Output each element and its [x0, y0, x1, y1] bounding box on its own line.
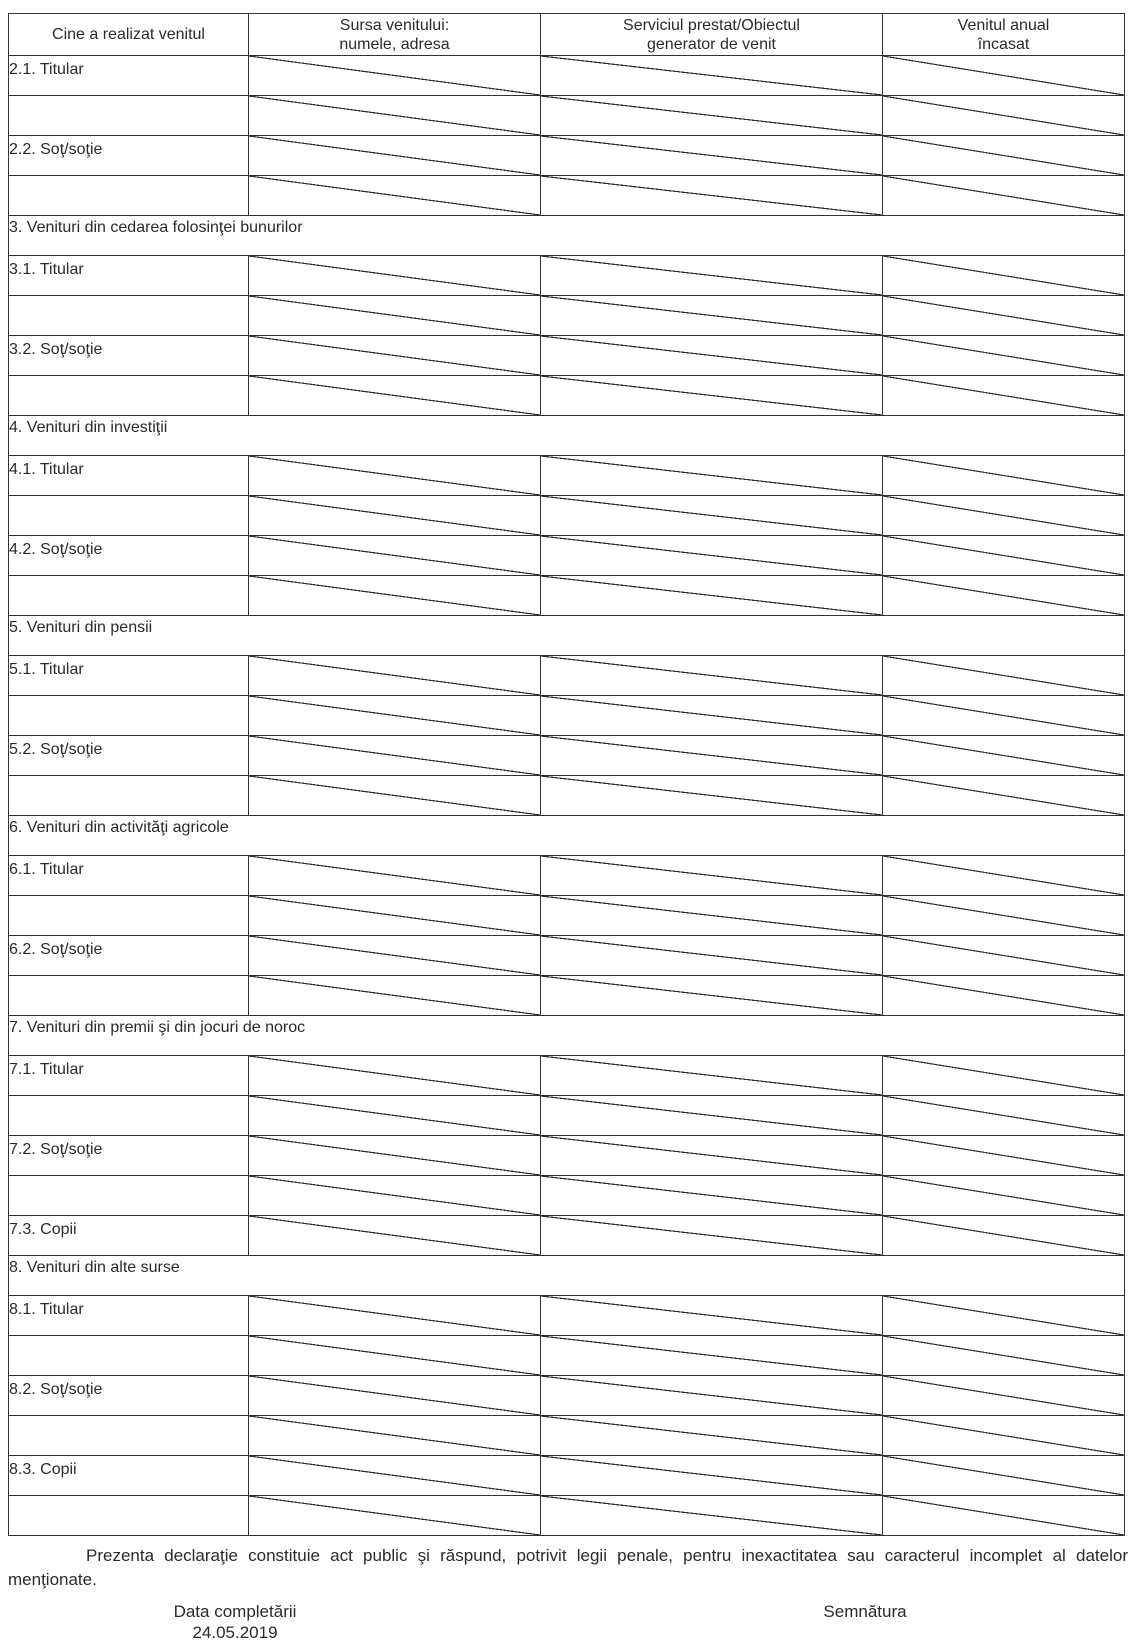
income-cell: [883, 1216, 1125, 1256]
service-cell: [541, 1056, 883, 1096]
service-cell: [541, 976, 883, 1016]
section-row: [9, 616, 1125, 656]
income-cell: [883, 296, 1125, 336]
source-cell: [249, 1336, 541, 1376]
income-cell: [883, 336, 1125, 376]
income-cell: [883, 1376, 1125, 1416]
row-label: [9, 776, 249, 816]
income-cell: [883, 656, 1125, 696]
source-cell: [249, 976, 541, 1016]
income-cell: [883, 776, 1125, 816]
row-label: [9, 296, 249, 336]
service-cell: [541, 1376, 883, 1416]
service-cell: [541, 56, 883, 96]
service-cell: [541, 96, 883, 136]
source-cell: [249, 856, 541, 896]
table-row: [9, 96, 1125, 136]
section-title: 7. Venituri din premii şi din jocuri de noroc: [9, 1016, 1125, 1056]
source-cell: [249, 136, 541, 176]
table-row: [9, 536, 1125, 576]
income-cell: [883, 256, 1125, 296]
source-cell: [249, 1176, 541, 1216]
table-row: [9, 976, 1125, 1016]
source-cell: [249, 1416, 541, 1456]
income-cell: [883, 856, 1125, 896]
row-label: [9, 1496, 249, 1536]
table-row: [9, 576, 1125, 616]
declaration-text: Prezenta declaraţie constituie act public şi răspund, potrivit legii penale, pentru inexactitatea sau caracterul incomplet al datelor menţionate.: [8, 1546, 1128, 1589]
income-cell: [883, 1096, 1125, 1136]
income-cell: [883, 1416, 1125, 1456]
source-cell: [249, 376, 541, 416]
table-row: [9, 336, 1125, 376]
signature-label: Semnătura: [823, 1602, 907, 1621]
service-cell: [541, 296, 883, 336]
source-cell: [249, 936, 541, 976]
service-cell: [541, 1096, 883, 1136]
section-row: [9, 1256, 1125, 1296]
source-cell: [249, 296, 541, 336]
source-cell: [249, 456, 541, 496]
row-label: 4.1. Titular: [9, 456, 249, 496]
row-label: [9, 976, 249, 1016]
income-cell: [883, 496, 1125, 536]
service-cell: [541, 936, 883, 976]
row-label: 7.1. Titular: [9, 1056, 249, 1096]
table-row: [9, 1096, 1125, 1136]
source-cell: [249, 536, 541, 576]
row-label: 6.2. Soţ/soţie: [9, 936, 249, 976]
table-row: [9, 896, 1125, 936]
table-row: [9, 1456, 1125, 1496]
income-cell: [883, 136, 1125, 176]
table-row: [9, 1216, 1125, 1256]
row-label: [9, 696, 249, 736]
row-label: 4.2. Soţ/soţie: [9, 536, 249, 576]
income-cell: [883, 896, 1125, 936]
section-title: 6. Venituri din activităţi agricole: [9, 816, 1125, 856]
income-cell: [883, 1176, 1125, 1216]
date-value: 24.05.2019: [192, 1623, 278, 1642]
income-cell: [883, 696, 1125, 736]
section-title: 5. Venituri din pensii: [9, 616, 1125, 656]
source-cell: [249, 736, 541, 776]
service-cell: [541, 656, 883, 696]
table-row: [9, 136, 1125, 176]
income-cell: [883, 56, 1125, 96]
service-cell: [541, 696, 883, 736]
service-cell: [541, 1496, 883, 1536]
table-row: [9, 456, 1125, 496]
header-annual-income: Venitul anual încasat: [883, 14, 1125, 56]
section-row: [9, 1016, 1125, 1056]
row-label: 2.1. Titular: [9, 56, 249, 96]
income-cell: [883, 1456, 1125, 1496]
row-label: 3.2. Soţ/soţie: [9, 336, 249, 376]
service-cell: [541, 136, 883, 176]
table-row: [9, 1176, 1125, 1216]
source-cell: [249, 1096, 541, 1136]
row-label: [9, 576, 249, 616]
table-row: [9, 296, 1125, 336]
section-row: [9, 416, 1125, 456]
table-row: [9, 1296, 1125, 1336]
service-cell: [541, 456, 883, 496]
source-cell: [249, 56, 541, 96]
table-row: [9, 696, 1125, 736]
service-cell: [541, 176, 883, 216]
source-cell: [249, 776, 541, 816]
source-cell: [249, 1496, 541, 1536]
table-row: [9, 736, 1125, 776]
row-label: 6.1. Titular: [9, 856, 249, 896]
table-row: [9, 176, 1125, 216]
source-cell: [249, 256, 541, 296]
source-cell: [249, 1456, 541, 1496]
table-row: [9, 1376, 1125, 1416]
service-cell: [541, 256, 883, 296]
table-row: [9, 496, 1125, 536]
header-row: [9, 14, 1125, 56]
service-cell: [541, 856, 883, 896]
row-label: 8.1. Titular: [9, 1296, 249, 1336]
source-cell: [249, 896, 541, 936]
row-label: 3.1. Titular: [9, 256, 249, 296]
service-cell: [541, 1336, 883, 1376]
row-label: 2.2. Soţ/soţie: [9, 136, 249, 176]
source-cell: [249, 1216, 541, 1256]
table-row: [9, 1496, 1125, 1536]
income-cell: [883, 1336, 1125, 1376]
table-row: [9, 936, 1125, 976]
income-cell: [883, 1136, 1125, 1176]
income-cell: [883, 1496, 1125, 1536]
table-row: [9, 776, 1125, 816]
section-title: 8. Venituri din alte surse: [9, 1256, 1125, 1296]
row-label: 5.2. Soţ/soţie: [9, 736, 249, 776]
date-label: Data completării: [173, 1602, 297, 1621]
row-label: 8.3. Copii: [9, 1456, 249, 1496]
table-row: [9, 256, 1125, 296]
service-cell: [541, 1456, 883, 1496]
source-cell: [249, 96, 541, 136]
table-row: [9, 1336, 1125, 1376]
row-label: 7.2. Soţ/soţie: [9, 1136, 249, 1176]
header-source: Sursa venitului: numele, adresa: [249, 14, 541, 56]
service-cell: [541, 336, 883, 376]
income-cell: [883, 536, 1125, 576]
source-cell: [249, 696, 541, 736]
service-cell: [541, 1416, 883, 1456]
service-cell: [541, 1296, 883, 1336]
header-who: Cine a realizat venitul: [9, 14, 249, 56]
source-cell: [249, 1376, 541, 1416]
row-label: [9, 96, 249, 136]
income-table: [8, 13, 1125, 1536]
table-row: [9, 1416, 1125, 1456]
table-row: [9, 56, 1125, 96]
source-cell: [249, 656, 541, 696]
table-row: [9, 376, 1125, 416]
income-cell: [883, 576, 1125, 616]
table-row: [9, 656, 1125, 696]
income-cell: [883, 976, 1125, 1016]
service-cell: [541, 1216, 883, 1256]
row-label: 7.3. Copii: [9, 1216, 249, 1256]
row-label: 5.1. Titular: [9, 656, 249, 696]
source-cell: [249, 576, 541, 616]
service-cell: [541, 376, 883, 416]
signature-block: [790, 1601, 940, 1622]
income-cell: [883, 1296, 1125, 1336]
row-label: [9, 496, 249, 536]
income-cell: [883, 176, 1125, 216]
service-cell: [541, 496, 883, 536]
income-cell: [883, 736, 1125, 776]
service-cell: [541, 1136, 883, 1176]
row-label: [9, 1176, 249, 1216]
source-cell: [249, 176, 541, 216]
service-cell: [541, 576, 883, 616]
section-row: [9, 216, 1125, 256]
row-label: [9, 376, 249, 416]
row-label: [9, 896, 249, 936]
source-cell: [249, 496, 541, 536]
service-cell: [541, 776, 883, 816]
source-cell: [249, 1056, 541, 1096]
row-label: [9, 176, 249, 216]
table-row: [9, 856, 1125, 896]
section-title: 4. Venituri din investiţii: [9, 416, 1125, 456]
date-block: [130, 1601, 340, 1643]
service-cell: [541, 536, 883, 576]
row-label: [9, 1096, 249, 1136]
income-cell: [883, 96, 1125, 136]
service-cell: [541, 1176, 883, 1216]
income-cell: [883, 936, 1125, 976]
header-service: Serviciul prestat/Obiectul generator de venit: [541, 14, 883, 56]
income-cell: [883, 376, 1125, 416]
section-title: 3. Venituri din cedarea folosinţei bunurilor: [9, 216, 1125, 256]
source-cell: [249, 1136, 541, 1176]
source-cell: [249, 1296, 541, 1336]
table-row: [9, 1136, 1125, 1176]
source-cell: [249, 336, 541, 376]
income-cell: [883, 1056, 1125, 1096]
service-cell: [541, 736, 883, 776]
row-label: 8.2. Soţ/soţie: [9, 1376, 249, 1416]
row-label: [9, 1336, 249, 1376]
section-row: [9, 816, 1125, 856]
row-label: [9, 1416, 249, 1456]
income-cell: [883, 456, 1125, 496]
service-cell: [541, 896, 883, 936]
table-row: [9, 1056, 1125, 1096]
